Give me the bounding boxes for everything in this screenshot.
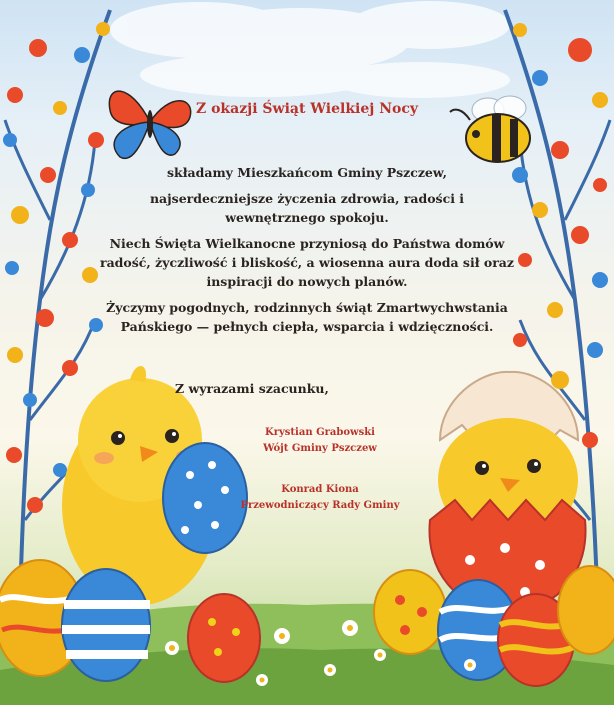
signatory-name: Krystian Grabowski xyxy=(265,427,375,438)
signatory-role: Przewodniczący Rady Gminy xyxy=(240,500,400,511)
card-title: Z okazji Świąt Wielkiej Nocy xyxy=(196,101,418,117)
wish-paragraph-1: najserdeczniejsze życzenia zdrowia, radości i wewnętrznego spokoju. xyxy=(149,191,465,225)
wish-paragraph-3: Życzymy pogodnych, rodzinnych świąt Zmartwychwstania Pańskiego — pełnych ciepła, wsparcia i wdzięczności. xyxy=(106,300,508,334)
clouds xyxy=(110,1,510,98)
signatory-name: Konrad Kiona xyxy=(281,484,359,495)
greeting-line: składamy Mieszkańcom Gminy Pszczew, xyxy=(167,165,447,180)
wish-paragraph-2: Niech Święta Wielkanocne przyniosą do Państwa domów radość, życzliwość i bliskość, a wiosenna aura doda sił oraz inspiracji do nowych planów. xyxy=(100,236,514,289)
closing-line: Z wyrazami szacunku, xyxy=(175,381,329,396)
chick-in-eggshell-illustration xyxy=(429,372,585,612)
signature-wojt xyxy=(220,425,420,457)
signature-przewodniczacy xyxy=(220,482,420,514)
greeting-block xyxy=(100,163,514,343)
signatory-role: Wójt Gminy Pszczew xyxy=(263,443,377,454)
